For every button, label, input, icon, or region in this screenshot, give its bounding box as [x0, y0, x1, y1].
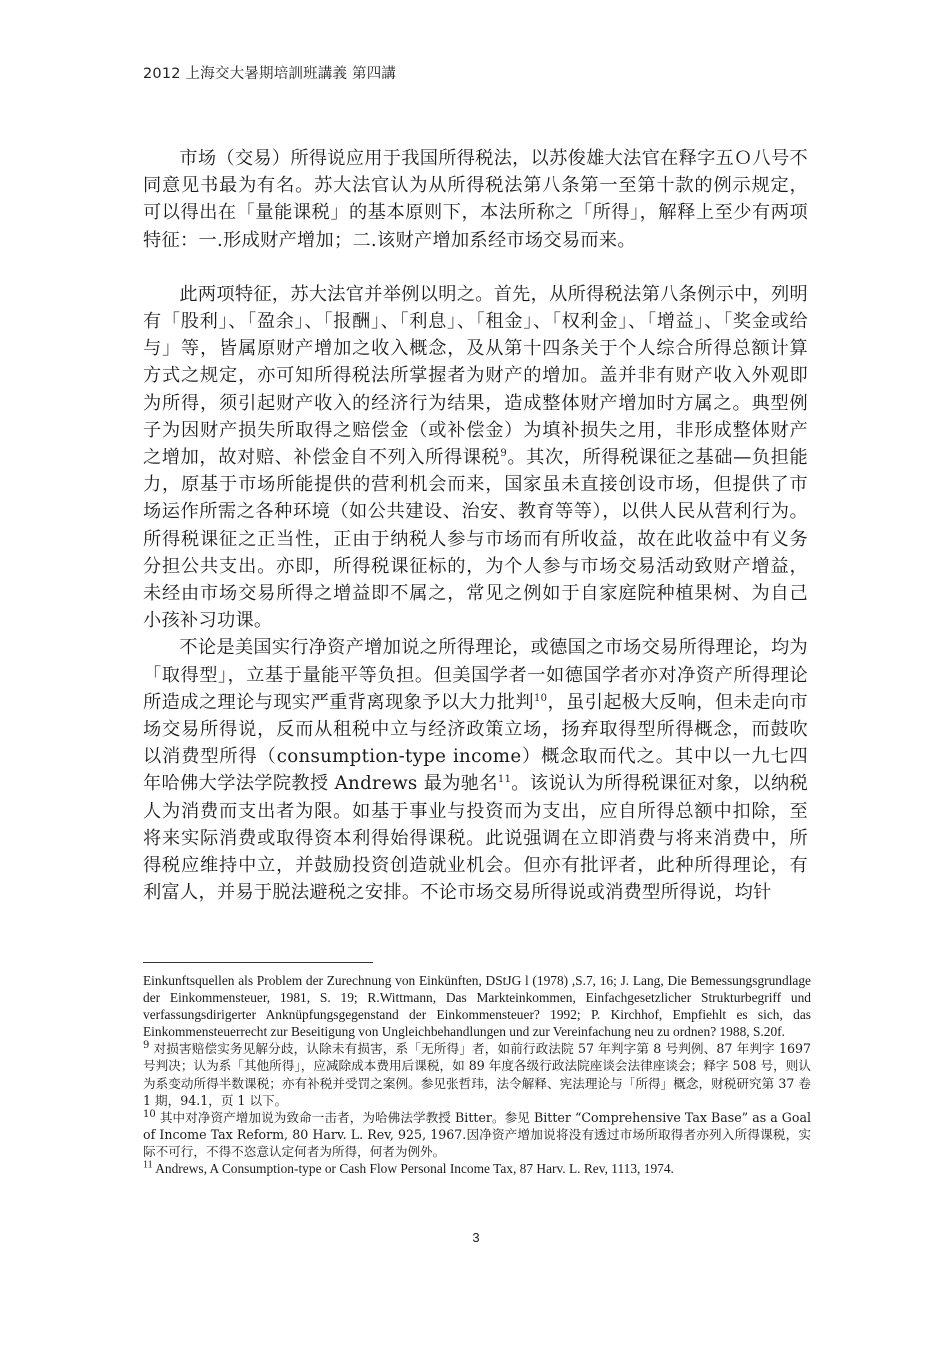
page-number: 3: [472, 1230, 480, 1245]
running-header: 2012 上海交大暑期培訓班講義 第四講: [143, 66, 397, 82]
footnote-separator: [143, 962, 373, 963]
footnote-ref-11[interactable]: 11: [497, 774, 512, 786]
paragraph-2-text-b: 。其次，所得税课征之基础—负担能力，原基于市场所能提供的营利机会而来，国家虽未直接创设市场，但提供了市场运作所需之各种环境（如公共建设、治安、教育等等），以供人民从营利行为。所得税课征之正当性，正由于纳税人参与市场而有所收益，故在此收益中有义务分担公共支出。亦即，所得税课征标的，为个人参与市场交易活动致财产增益，未经由市场交易所得之增益即不属之，常见之例如于自家庭院种植果树、为自己小孩补习功课。: [143, 447, 808, 632]
paragraph-3-text-a: 不论是美国实行净资产增加说之所得理论，或德国之市场交易所得理论，均为「取得型」，立基于量能平等负担。但美国学者一如德国学者亦对净资产所得理论所造成之理论与现实严重背离现象予以大力批判: [143, 637, 808, 713]
footnote-10-text: 其中对净资产增加说为致命一击者，为哈佛法学教授 Bitter。参见 Bitter “Comprehensive Tax Base” as a Goal of Income Tax Reform, 80 Harv. L. Rev, 925, 1967.因净资产增加说将没有透过市场所取得者亦列入所得课税，实际不可行，不得不恣意认定何者为所得，何者为例外。: [143, 1109, 811, 1159]
footnote-continued: Einkunftsquellen als Problem der Zurechnung von Einkünften, DStJG l (1978) ,S.7, 16; J. Lang, Die Bemessungsgrundlage der Einkommensteuer, 1981, S. 19; R.Wittmann, Das Markteinkommen, Einfachgesetzlicher Strukturbegriff und verfassungsdirigerter Anknüpfungsgegenstand der Einkommensteuer? 1992; P. Kirchhof, Empfiehlt es sich, das Einkommensteuerrecht zur Beseitigung von Ungleichbehandlungen und zur Vereinfachung neu zu ordnen? 1988, S.20f.: [143, 973, 811, 1040]
body-text: [143, 145, 808, 906]
footnote-ref-9[interactable]: 9: [500, 447, 508, 459]
footnote-9-number: 9: [143, 1040, 150, 1052]
footnote-9-text: 对损害赔偿实务见解分歧，认除未有损害，系「无所得」者，如前行政法院 57 年判字第 8 号判例、87 年判字 1697 号判决；认为系「其他所得」，应减除成本费用后课税，如 89 年度各级行政法院座谈会法律座谈会；释字 508 号，则认为系变动所得半数课税；亦有补税并受罚之案例。参见张哲玮，法令解释、宪法理论与「所得」概念，财税研究第 37 卷 1 期，94.1，页 1 以下。: [143, 1041, 811, 1108]
paragraph-3-text-b: ，虽引起极大反响，但未走向市场交易所得说，反而从租税中立与经济政策立场，扬弃取得型所得概念，而鼓吹以消费型所得（consumption-type income）概念取而代之。其中以一九七四年哈佛大学法学院教授 Andrews 最为驰名: [143, 691, 808, 795]
paragraph-3-text-c: 。该说认为所得税课征对象，以纳税人为消费而支出者为限。如基于事业与投资而为支出，应自所得总额中扣除，至将来实际消费或取得资本利得始得课税。此说强调在立即消费与将来消费中，所得税应维持中立，并鼓励投资创造就业机会。但亦有批评者，此种所得理论，有利富人，并易于脱法避税之安排。不论市场交易所得说或消费型所得说，均针: [143, 773, 808, 904]
footnote-10: [143, 1109, 811, 1160]
footnote-11: [143, 1160, 811, 1177]
paragraph-2-text-a: 此两项特征，苏大法官并举例以明之。首先，从所得税法第八条例示中，列明有「股利」、「盈余」、「报酬」、「利息」、「租金」、「权利金」、「增益」、「奖金或给与」等，皆属原财产增加之收入概念，及从第十四条关于个人综合所得总额计算方式之规定，亦可知所得税法所掌握者为财产的增加。盖并非有财产收入外观即为所得，须引起财产收入的经济行为结果，造成整体财产增加时方属之。典型例子为因财产损失所取得之赔偿金（或补偿金）为填补损失之用，非形成整体财产之增加，故对赔、补偿金自不列入所得课税: [143, 283, 808, 469]
footnote-ref-10[interactable]: 10: [534, 692, 548, 704]
footnote-9: [143, 1040, 811, 1108]
paragraph-1: [143, 145, 808, 254]
paragraph-3: [143, 634, 808, 906]
footnote-10-number: 10: [143, 1108, 156, 1120]
paragraph-1-text: 市场（交易）所得说应用于我国所得税法，以苏俊雄大法官在释字五Ｏ八号不同意见书最为有名。苏大法官认为从所得税法第八条第一至第十款的例示规定，可以得出在「量能课税」的基本原则下，本法所称之「所得」，解释上至少有两项特征：一.形成财产增加；二.该财产增加系经市场交易而来。: [143, 148, 808, 251]
footnotes: [143, 972, 811, 1177]
paragraph-2: [143, 281, 808, 635]
footnote-11-number: 11: [143, 1159, 153, 1171]
footnote-11-text: Andrews, A Consumption-type or Cash Flow Personal Income Tax, 87 Harv. L. Rev, 1113, 1974.: [155, 1161, 674, 1177]
